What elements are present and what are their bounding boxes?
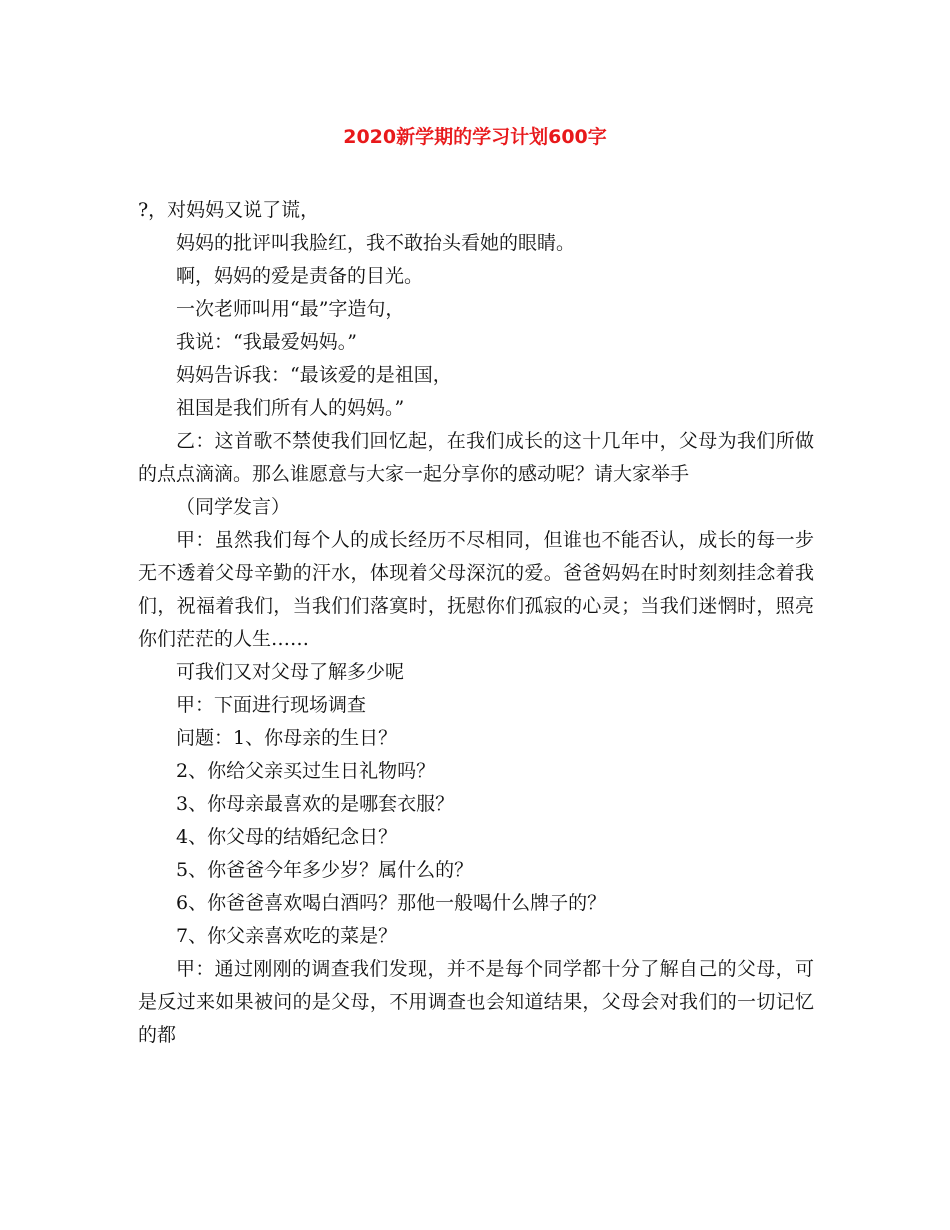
paragraph: 5、你爸爸今年多少岁？属什么的？ bbox=[176, 859, 474, 881]
paragraph: 可我们又对父母了解多少呢 bbox=[176, 661, 405, 683]
paragraph: 2、你给父亲买过生日礼物吗？ bbox=[176, 760, 436, 782]
page-title: 2020新学期的学习计划600字 bbox=[343, 126, 607, 148]
paragraph: 7、你父亲喜欢吃的菜是？ bbox=[176, 925, 398, 947]
paragraph: 甲：虽然我们每个人的成长经历不尽相同，但谁也不能否认，成长的每一步无不透着父母辛勤的汗水，体现着父母深沉的爱。爸爸妈妈在时时刻刻挂念着我们，祝福着我们，当我们们落寞时，抚慰你们孤寂的心灵；当我们迷惘时，照亮你们茫茫的人生…… bbox=[138, 529, 814, 650]
document-body bbox=[138, 194, 814, 1052]
paragraph: 妈妈的批评叫我脸红，我不敢抬头看她的眼睛。 bbox=[176, 232, 576, 254]
paragraph: 6、你爸爸喜欢喝白酒吗？那他一般喝什么牌子的？ bbox=[176, 892, 607, 914]
paragraph: 甲：通过刚刚的调查我们发现，并不是每个同学都十分了解自己的父母，可是反过来如果被问的是父母，不用调查也会知道结果，父母会对我们的一切记忆的都 bbox=[138, 958, 814, 1046]
paragraph: ?，对妈妈又说了谎， bbox=[138, 199, 320, 221]
paragraph: 妈妈告诉我：“最该爱的是祖国， bbox=[176, 364, 452, 386]
paragraph: 我说：“我最爱妈妈。” bbox=[176, 331, 357, 353]
paragraph: （同学发言） bbox=[176, 496, 291, 518]
paragraph: 3、你母亲最喜欢的是哪套衣服？ bbox=[176, 793, 455, 815]
paragraph: 乙：这首歌不禁使我们回忆起，在我们成长的这十几年中，父母为我们所做的点点滴滴。那么谁愿意与大家一起分享你的感动呢？请大家举手 bbox=[138, 430, 814, 485]
paragraph: 啊，妈妈的爱是责备的目光。 bbox=[176, 265, 424, 287]
paragraph: 4、你父母的结婚纪念日？ bbox=[176, 826, 398, 848]
paragraph: 问题：1、你母亲的生日？ bbox=[176, 727, 398, 749]
paragraph: 祖国是我们所有人的妈妈。” bbox=[176, 397, 405, 419]
paragraph: 一次老师叫用“最”字造句， bbox=[176, 298, 405, 320]
paragraph: 甲：下面进行现场调查 bbox=[176, 694, 367, 716]
